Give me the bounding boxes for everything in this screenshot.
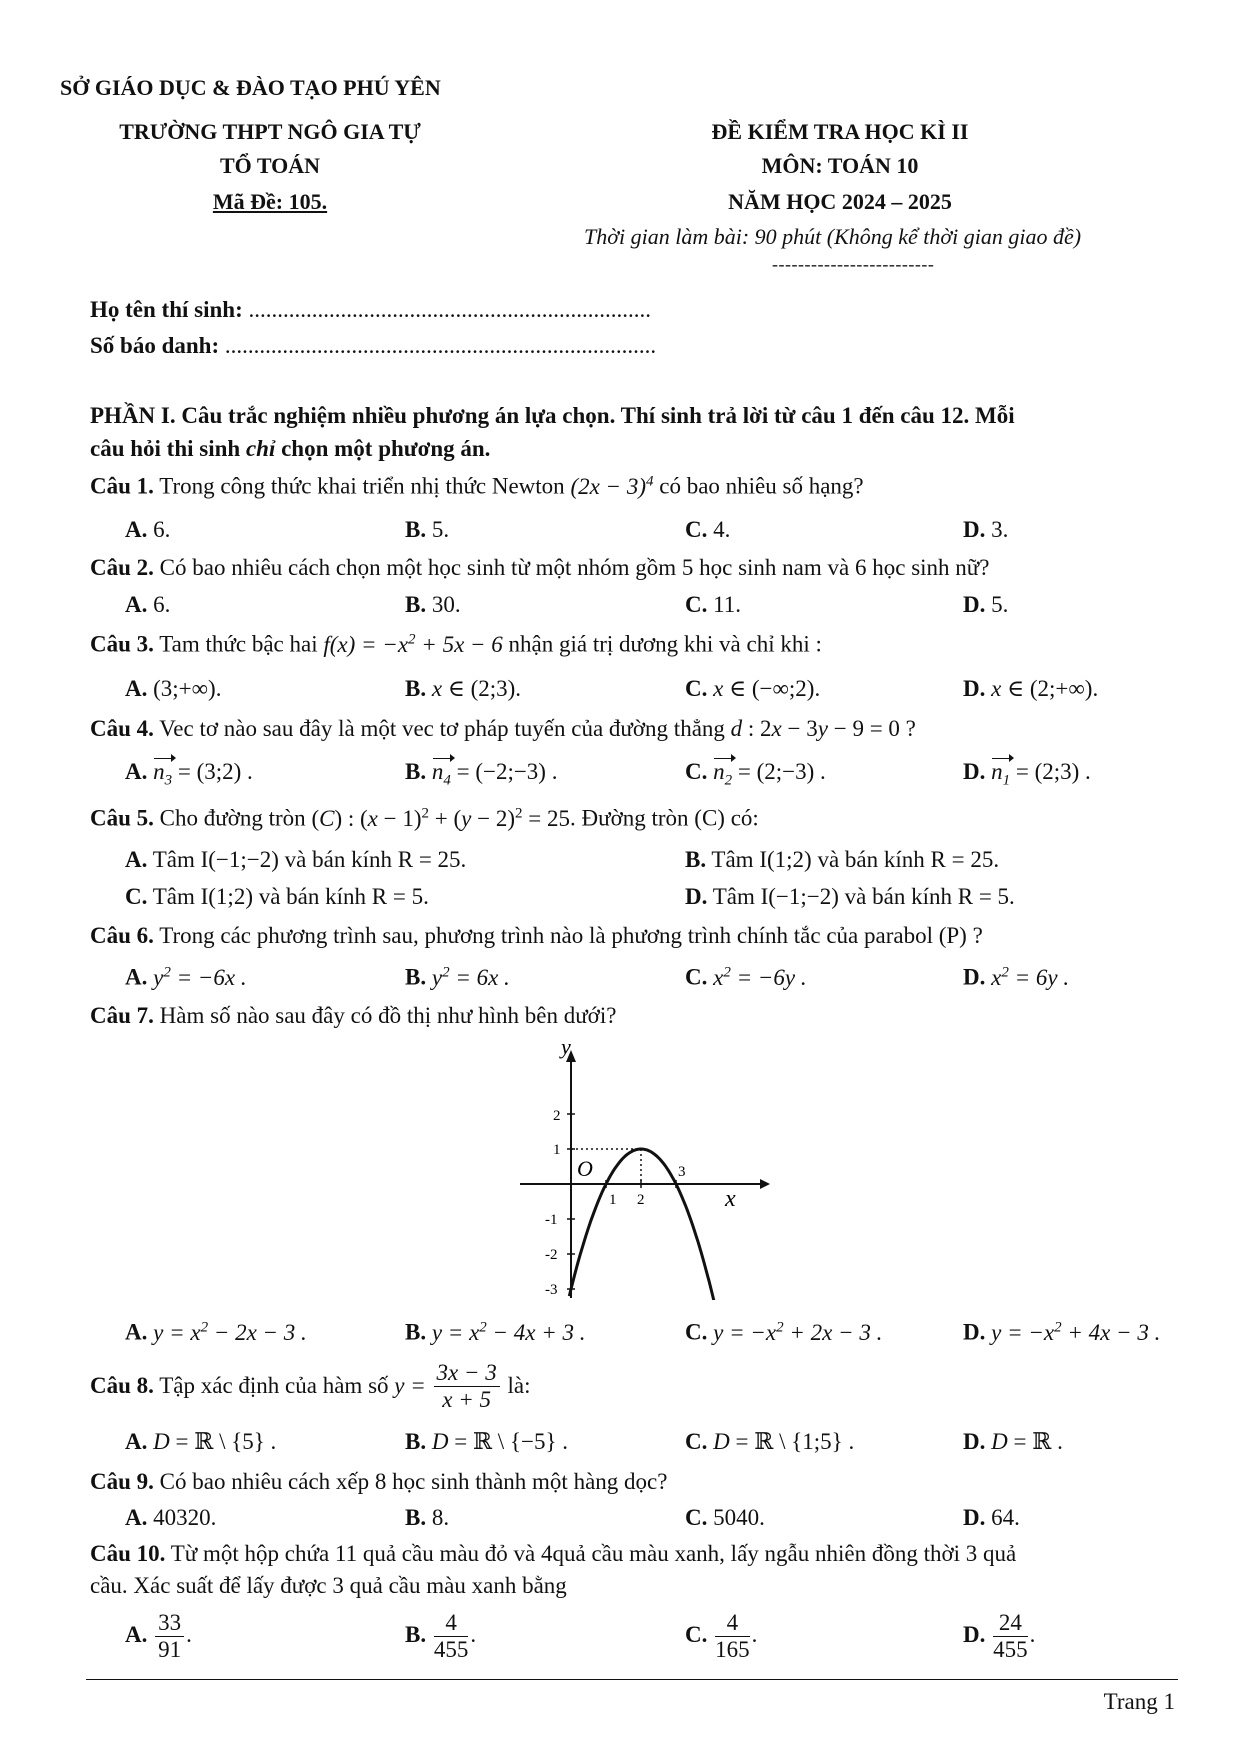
q9-b-key: B. xyxy=(405,1505,427,1530)
q2-b-value: 30. xyxy=(426,592,461,617)
q10-c-key: C. xyxy=(685,1622,708,1648)
q5-b-value: Tâm I(1;2) và bán kính R = 25. xyxy=(706,847,1000,872)
q1-a-key: A. xyxy=(125,517,148,542)
q6-d-value: $x^2 = 6y$ . xyxy=(991,964,1070,990)
q3-option-b[interactable] xyxy=(405,675,521,704)
q3-text-post: nhận giá trị dương khi và chỉ khi : xyxy=(502,631,822,657)
q10-d-numerator: 24 xyxy=(993,1610,1028,1637)
q4-text-post: ? xyxy=(899,716,916,741)
q1-option-b[interactable] xyxy=(405,516,449,545)
y-axis-label: y xyxy=(561,1040,571,1059)
q6-option-c[interactable] xyxy=(685,963,807,992)
q5-text-post: . Đường tròn (C) có: xyxy=(570,805,759,831)
q4-c-key: C. xyxy=(685,759,708,784)
q10-b-key: B. xyxy=(405,1622,427,1648)
y-tick-label: -1 xyxy=(545,1212,558,1228)
parabola-graph xyxy=(515,1040,775,1300)
q6-a-value: $y^2 = -6x$ . xyxy=(153,964,247,990)
q2-option-b[interactable] xyxy=(405,591,461,620)
q8-d-key: D. xyxy=(963,1429,986,1454)
x-tick-label: 3 xyxy=(678,1164,686,1180)
q1-text-post: có bao nhiêu số hạng? xyxy=(653,473,864,499)
origin-label: O xyxy=(577,1156,593,1181)
q10-a-denominator: 91 xyxy=(158,1637,182,1663)
q3-a-value: (3;+∞). xyxy=(153,676,222,701)
subject: MÔN: TOÁN 10 xyxy=(761,153,919,178)
x-axis-arrow-icon xyxy=(760,1179,770,1189)
q9-text: Có bao nhiêu cách xếp 8 học sinh thành một hàng dọc? xyxy=(153,1469,668,1494)
q10-option-b[interactable]: B. $\frac{4}{455}$ . xyxy=(405,1610,477,1663)
q4-a-value: $n_3$ = (3;2) . xyxy=(153,759,253,789)
q6-c-value: $x^2 = -6y$ . xyxy=(713,964,807,990)
x-tick-label: 2 xyxy=(637,1192,645,1208)
question-3 xyxy=(90,630,822,659)
q6-b-key: B. xyxy=(405,964,427,990)
part1-title-line1: PHẦN I. Câu trắc nghiệm nhiều phương án lựa chọn. Thí sinh trả lời từ câu 1 đến câu 12. Mỗi xyxy=(90,403,1015,428)
q1-text-pre: Trong công thức khai triển nhị thức Newton xyxy=(153,473,571,499)
q4-label: Câu 4. xyxy=(90,716,154,741)
q7-b-key: B. xyxy=(405,1319,427,1345)
footer-rule xyxy=(86,1679,1178,1680)
y-tick-label: 2 xyxy=(553,1108,561,1124)
q5-d-value: Tâm I(−1;−2) và bán kính R = 5. xyxy=(707,884,1015,909)
q8-label: Câu 8. xyxy=(90,1373,154,1398)
q9-d-key: D. xyxy=(963,1505,986,1530)
q9-a-value: 40320. xyxy=(147,1505,217,1530)
y-tick-label: -3 xyxy=(545,1282,558,1298)
q9-c-value: 5040. xyxy=(707,1505,765,1530)
q3-option-a[interactable] xyxy=(125,675,221,704)
q5-option-a[interactable] xyxy=(125,846,466,875)
exam-code: Mã Đề: 105. xyxy=(212,189,328,214)
q4-b-value: $n_4$ = (−2;−3) . xyxy=(431,759,558,789)
q8-option-d[interactable] xyxy=(963,1428,1063,1457)
q7-text: Hàm số nào sau đây có đồ thị như hình bên dưới? xyxy=(153,1003,617,1028)
q4-b-key: B. xyxy=(405,759,427,784)
q8-text-post: là: xyxy=(501,1373,531,1398)
q8-d-value: D = ℝ . xyxy=(991,1429,1063,1454)
q3-d-value: x ∈ (2;+∞). xyxy=(991,676,1099,701)
q3-d-key: D. xyxy=(963,676,986,701)
q1-option-d[interactable] xyxy=(963,516,1008,545)
q2-a-value: 6. xyxy=(147,592,171,617)
q2-text: Có bao nhiêu cách chọn một học sinh từ một nhóm gồm 5 học sinh nam và 6 học sinh nữ? xyxy=(153,555,990,580)
q10-option-d[interactable]: D. $\frac{24}{455}$ . xyxy=(963,1610,1036,1663)
q10-option-a[interactable]: A. $\frac{33}{91}$ . xyxy=(125,1610,192,1663)
q7-option-d[interactable] xyxy=(963,1318,1160,1347)
x-axis-label: x xyxy=(725,1186,736,1212)
group-name: TỔ TOÁN xyxy=(219,153,321,178)
q4-d-value: $n_1$ = (2;3) . xyxy=(991,759,1091,789)
header-divider: ------------------------- xyxy=(772,254,935,274)
q7-a-value: $y = x^2 - 2x - 3$ . xyxy=(153,1319,307,1345)
q5-option-b[interactable] xyxy=(685,846,999,875)
q4-formula: d : 2x − 3y − 9 = 0 xyxy=(730,716,900,741)
q6-label: Câu 6. xyxy=(90,923,154,948)
q10-b-denominator: 455 xyxy=(433,1637,469,1663)
q4-option-a[interactable] xyxy=(125,758,253,790)
q7-d-value: $y = -x^2 + 4x - 3$ . xyxy=(991,1319,1161,1345)
q1-c-value: 4. xyxy=(707,517,731,542)
q4-option-b[interactable] xyxy=(405,758,557,790)
q5-formula: (C) : $(x - 1)^2 + (y - 2)^2 = 25$ xyxy=(311,805,571,831)
q3-option-c[interactable] xyxy=(685,675,820,704)
school-year: NĂM HỌC 2024 – 2025 xyxy=(728,189,952,214)
student-id-field[interactable] xyxy=(90,332,656,361)
department-name: SỞ GIÁO DỤC & ĐÀO TẠO PHÚ YÊN xyxy=(60,75,441,100)
q1-b-key: B. xyxy=(405,517,427,542)
q10-text-line1: Từ một hộp chứa 11 quả cầu màu đỏ và 4quả cầu màu xanh, lấy ngẫu nhiên đồng thời 3 quả xyxy=(165,1541,1017,1566)
q1-a-value: 6. xyxy=(147,517,171,542)
q8-text-pre: Tập xác định của hàm số xyxy=(153,1373,395,1398)
y-tick-label: 1 xyxy=(553,1142,561,1158)
part1-title-line2 xyxy=(90,435,490,464)
q4-option-d[interactable] xyxy=(963,758,1091,790)
q7-option-b[interactable] xyxy=(405,1318,586,1347)
q2-option-a[interactable] xyxy=(125,591,170,620)
q5-option-d[interactable] xyxy=(685,883,1015,912)
q2-c-value: 11. xyxy=(707,592,742,617)
q3-c-value: x ∈ (−∞;2). xyxy=(713,676,821,701)
student-id-dots: ........................................................................... xyxy=(224,333,657,358)
q10-label: Câu 10. xyxy=(90,1541,166,1566)
x-tick-label: 1 xyxy=(609,1192,617,1208)
question-6 xyxy=(90,922,983,951)
q6-b-value: $y^2 = 6x$ . xyxy=(431,964,510,990)
q4-option-c[interactable] xyxy=(685,758,826,790)
q3-text-pre: Tam thức bậc hai xyxy=(153,631,324,657)
q10-d-denominator: 455 xyxy=(993,1637,1028,1663)
q8-option-a[interactable] xyxy=(125,1428,276,1457)
q9-a-key: A. xyxy=(125,1505,148,1530)
q5-a-key: A. xyxy=(125,847,148,872)
q10-b-numerator: 4 xyxy=(434,1610,469,1637)
school-name: TRƯỜNG THPT NGÔ GIA TỰ xyxy=(119,119,421,144)
q7-c-key: C. xyxy=(685,1319,708,1345)
q5-text-pre: Cho đường tròn xyxy=(153,805,312,831)
q3-option-d[interactable] xyxy=(963,675,1098,704)
student-name-field[interactable] xyxy=(90,296,651,325)
q3-formula: $f(x) = -x^2 + 5x - 6$ xyxy=(323,631,503,657)
part1-title-line2-post: chọn một phương án. xyxy=(275,436,491,461)
q2-label: Câu 2. xyxy=(90,555,154,580)
page-number: Trang 1 xyxy=(1103,1689,1175,1714)
q3-b-value: x ∈ (2;3). xyxy=(431,676,522,701)
q1-d-key: D. xyxy=(963,517,986,542)
question-9 xyxy=(90,1468,667,1497)
q9-c-key: C. xyxy=(685,1505,708,1530)
q7-label: Câu 7. xyxy=(90,1003,154,1028)
question-1 xyxy=(90,472,864,501)
question-2 xyxy=(90,554,989,583)
q1-c-key: C. xyxy=(685,517,708,542)
q5-b-key: B. xyxy=(685,847,707,872)
q1-formula: $(2x - 3)^4$ xyxy=(570,473,654,499)
q5-c-value: Tâm I(1;2) và bán kính R = 5. xyxy=(147,884,429,909)
q5-a-value: Tâm I(−1;−2) và bán kính R = 25. xyxy=(147,847,467,872)
q3-c-key: C. xyxy=(685,676,708,701)
question-5 xyxy=(90,804,759,833)
q10-option-c[interactable]: C. $\frac{4}{165}$ . xyxy=(685,1610,758,1663)
q1-option-c[interactable] xyxy=(685,516,730,545)
q10-text-line2: cầu. Xác suất để lấy được 3 quả cầu màu xanh bằng xyxy=(90,1573,567,1598)
question-4 xyxy=(90,715,916,744)
q10-d-key: D. xyxy=(963,1622,986,1648)
question-8 xyxy=(90,1359,531,1413)
q7-c-value: $y = -x^2 + 2x - 3$ . xyxy=(713,1319,883,1345)
q8-formula: y = $\frac{3x - 3}{x + 5}$ xyxy=(394,1373,501,1398)
q6-option-b[interactable] xyxy=(405,963,510,992)
q8-option-b[interactable] xyxy=(405,1428,568,1457)
q9-option-c[interactable] xyxy=(685,1504,765,1533)
q9-b-value: 8. xyxy=(426,1505,450,1530)
q10-c-denominator: 165 xyxy=(715,1637,750,1663)
q8-a-key: A. xyxy=(125,1429,148,1454)
q4-a-key: A. xyxy=(125,759,148,784)
q10-a-key: A. xyxy=(125,1622,148,1648)
q4-c-value: $n_2$ = (2;−3) . xyxy=(713,759,826,789)
q8-b-value: D = ℝ \ {−5} . xyxy=(431,1429,568,1454)
q7-option-a[interactable] xyxy=(125,1318,307,1347)
q3-label: Câu 3. xyxy=(90,631,154,657)
q6-c-key: C. xyxy=(685,964,708,990)
q9-option-b[interactable] xyxy=(405,1504,449,1533)
q7-option-c[interactable] xyxy=(685,1318,882,1347)
q5-option-c[interactable] xyxy=(125,883,429,912)
q3-a-key: A. xyxy=(125,676,148,701)
q10-a-numerator: 33 xyxy=(155,1610,184,1637)
q10-c-numerator: 4 xyxy=(715,1610,750,1637)
q7-a-key: A. xyxy=(125,1319,148,1345)
q2-b-key: B. xyxy=(405,592,427,617)
q8-c-value: D = ℝ \ {1;5} . xyxy=(713,1429,855,1454)
question-7 xyxy=(90,1002,616,1031)
q6-option-d[interactable] xyxy=(963,963,1069,992)
q9-d-value: 64. xyxy=(985,1505,1020,1530)
q7-b-value: $y = x^2 - 4x + 3$ . xyxy=(431,1319,586,1345)
q8-b-key: B. xyxy=(405,1429,427,1454)
q6-text: Trong các phương trình sau, phương trình nào là phương trình chính tắc của parabol (P) ? xyxy=(153,923,983,948)
q9-option-a[interactable] xyxy=(125,1504,216,1533)
q1-label: Câu 1. xyxy=(90,473,154,499)
student-name-label: Họ tên thí sinh: xyxy=(90,297,243,322)
question-10 xyxy=(90,1540,1016,1569)
q5-d-key: D. xyxy=(685,884,708,909)
q2-d-value: 5. xyxy=(985,592,1009,617)
q1-b-value: 5. xyxy=(426,517,450,542)
q1-d-value: 3. xyxy=(985,517,1009,542)
q1-option-a[interactable] xyxy=(125,516,170,545)
q2-a-key: A. xyxy=(125,592,148,617)
q2-c-key: C. xyxy=(685,592,708,617)
q2-d-key: D. xyxy=(963,592,986,617)
q5-c-key: C. xyxy=(125,884,148,909)
q2-option-c[interactable] xyxy=(685,591,741,620)
student-id-label: Số báo danh: xyxy=(90,333,220,358)
q6-option-a[interactable] xyxy=(125,963,247,992)
q5-label: Câu 5. xyxy=(90,805,154,831)
q3-b-key: B. xyxy=(405,676,427,701)
q6-d-key: D. xyxy=(963,964,986,990)
q8-c-key: C. xyxy=(685,1429,708,1454)
q9-label: Câu 9. xyxy=(90,1469,154,1494)
q8-a-value: D = ℝ \ {5} . xyxy=(153,1429,277,1454)
q4-text-pre: Vec tơ nào sau đây là một vec tơ pháp tuyến của đường thẳng xyxy=(153,716,731,741)
part1-title-line2-pre: câu hỏi thi sinh xyxy=(90,436,246,461)
q9-option-d[interactable] xyxy=(963,1504,1020,1533)
time-allowed: Thời gian làm bài: 90 phút (Không kể thời gian giao đề) xyxy=(584,224,1082,249)
exam-title: ĐỀ KIỂM TRA HỌC KÌ II xyxy=(711,119,969,144)
q8-option-c[interactable] xyxy=(685,1428,854,1457)
q6-a-key: A. xyxy=(125,964,148,990)
q4-d-key: D. xyxy=(963,759,986,784)
student-name-dots: ...................................................................... xyxy=(248,297,651,322)
q2-option-d[interactable] xyxy=(963,591,1008,620)
part1-title-line2-em: chỉ xyxy=(245,436,276,461)
q7-d-key: D. xyxy=(963,1319,986,1345)
y-tick-label: -2 xyxy=(545,1247,558,1263)
